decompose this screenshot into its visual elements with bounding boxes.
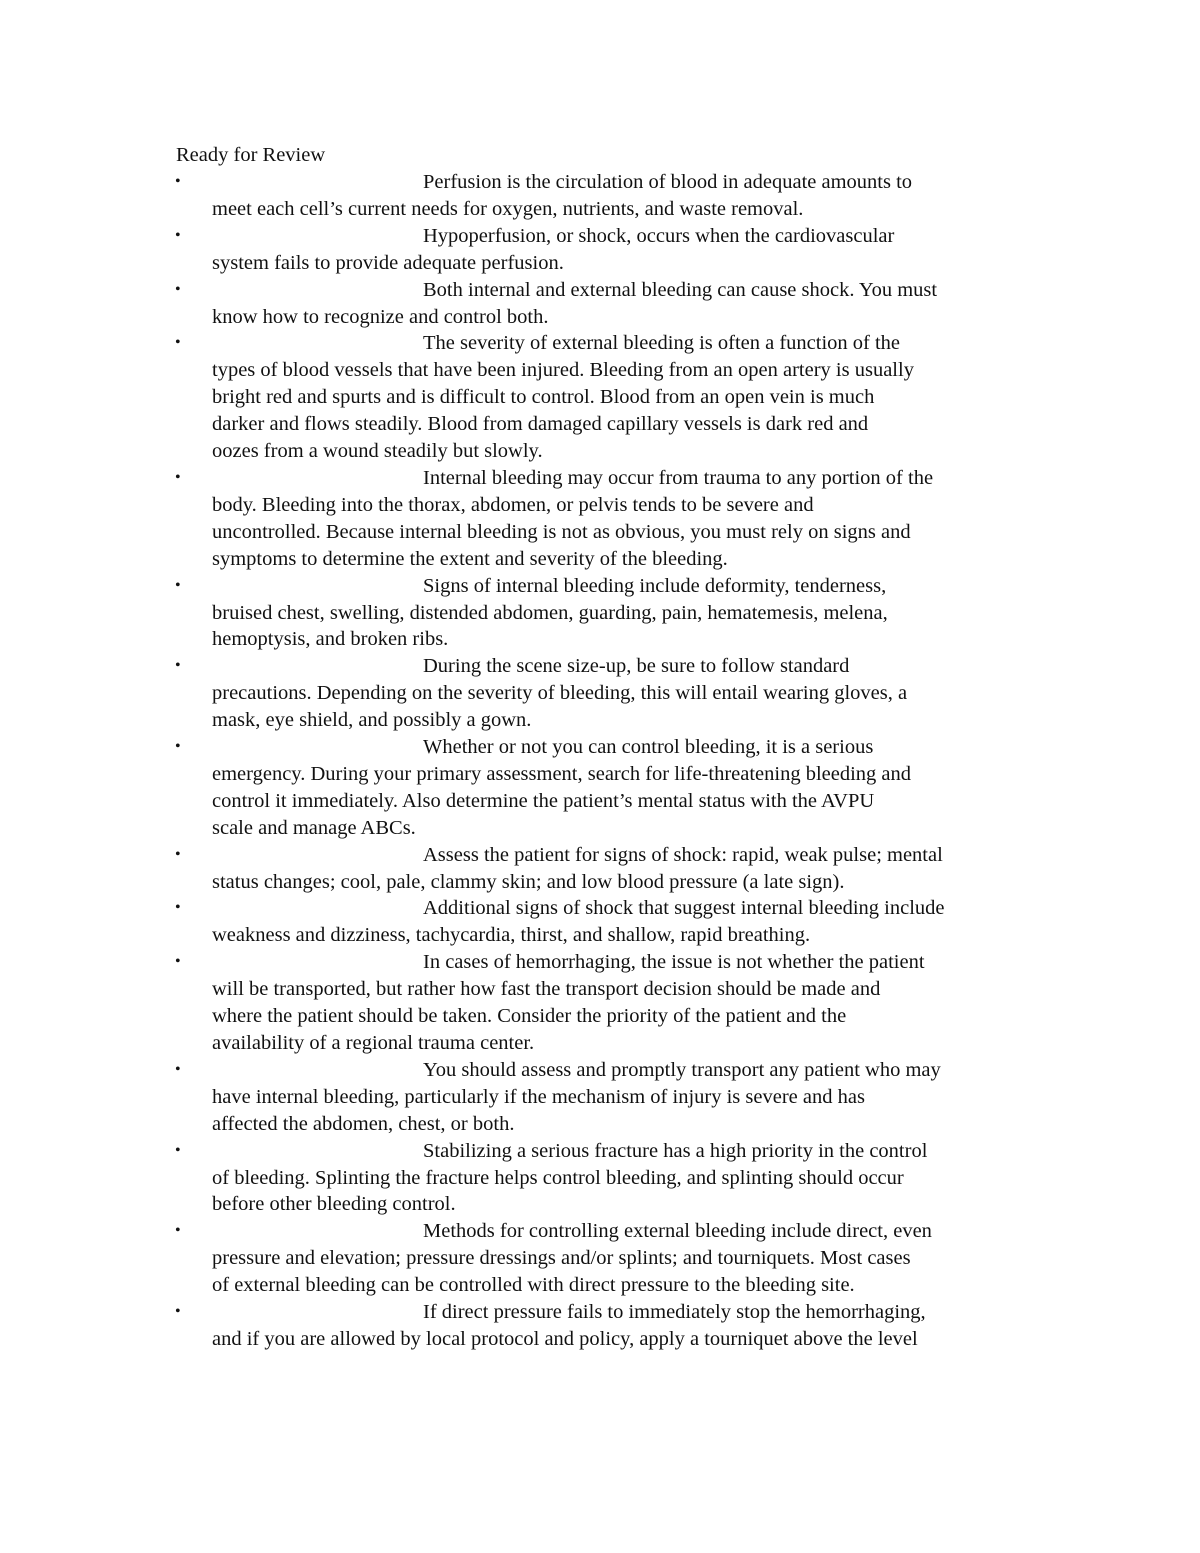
list-item-line: emergency. During your primary assessment, search for life-threatening bleeding and (212, 762, 912, 785)
list-item-line: system fails to provide adequate perfusion. (212, 251, 564, 274)
list-item-line: bruised chest, swelling, distended abdomen, guarding, pain, hematemesis, melena, (212, 601, 888, 624)
list-item-text: During the scene size-up, be sure to follow standard (423, 655, 850, 678)
list-item (0, 1299, 1026, 1353)
list-item-line (212, 223, 1026, 250)
bullet-icon: • (175, 173, 181, 190)
list-item-line: scale and manage ABCs. (212, 816, 416, 839)
list-item-line: symptoms to determine the extent and severity of the bleeding. (212, 547, 728, 570)
list-item (0, 842, 1026, 896)
list-item-line: will be transported, but rather how fast the transport decision should be made and (212, 978, 881, 1001)
list-item (0, 465, 1026, 573)
list-item-text: Both internal and external bleeding can cause shock. You must (423, 278, 938, 301)
list-item-line (212, 573, 1026, 600)
list-item-text: Stabilizing a serious fracture has a high priority in the control (423, 1139, 928, 1162)
list-item-line: precautions. Depending on the severity of bleeding, this will entail wearing gloves, a (212, 682, 908, 705)
list-item-line (212, 949, 1026, 976)
bullet-icon: • (175, 1222, 181, 1240)
list-item-line: and if you are allowed by local protocol and policy, apply a tourniquet above the level (212, 1327, 918, 1350)
list-item (0, 223, 1026, 277)
list-item-line: where the patient should be taken. Consider the priority of the patient and the (212, 1005, 847, 1028)
bullet-icon: • (175, 468, 181, 486)
list-item-text: Additional signs of shock that suggest internal bleeding include (423, 897, 945, 920)
bullet-icon: • (175, 334, 181, 352)
bullet-icon: • (175, 1141, 181, 1159)
bullet-icon: • (175, 738, 181, 756)
bullet-icon: • (175, 226, 181, 244)
bullet-list (0, 169, 1200, 1353)
list-item-line (212, 1138, 1026, 1165)
list-item (0, 949, 1026, 1057)
list-item-line: control it immediately. Also determine the patient’s mental status with the AVPU (212, 789, 875, 812)
bullet-icon: • (175, 280, 181, 298)
list-item-line (212, 465, 1026, 492)
list-item-line (212, 277, 1026, 304)
list-item-line (212, 330, 1026, 357)
list-item-line (212, 1218, 1026, 1245)
list-item-text: Internal bleeding may occur from trauma to any portion of the (423, 466, 934, 489)
list-item (0, 734, 1026, 842)
list-item-line: have internal bleeding, particularly if the mechanism of injury is severe and has (212, 1085, 865, 1108)
list-item-text: Methods for controlling external bleeding include direct, even (423, 1220, 932, 1243)
list-item-line: of bleeding. Splinting the fracture helps control bleeding, and splinting should occur (212, 1166, 904, 1189)
list-item-line (212, 895, 1026, 922)
list-item (0, 895, 1026, 949)
list-item-text: The severity of external bleeding is often a function of the (423, 332, 901, 355)
list-item-text: Assess the patient for signs of shock: rapid, weak pulse; mental (423, 843, 943, 866)
list-item-line: meet each cell’s current needs for oxygen, nutrients, and waste removal. (212, 197, 804, 220)
list-item-line: before other bleeding control. (212, 1193, 456, 1216)
list-item-line (212, 1057, 1026, 1084)
bullet-icon: • (175, 1060, 181, 1078)
list-item-text: You should assess and promptly transport any patient who may (423, 1058, 941, 1081)
bullet-icon: • (175, 657, 181, 675)
list-item-line: of external bleeding can be controlled with direct pressure to the bleeding site. (212, 1274, 855, 1297)
list-item-line: know how to recognize and control both. (212, 305, 549, 328)
list-item-line: mask, eye shield, and possibly a gown. (212, 709, 532, 732)
list-item-line: oozes from a wound steadily but slowly. (212, 440, 543, 463)
list-item-line (212, 1299, 1026, 1326)
list-item (0, 277, 1026, 331)
list-item-line: affected the abdomen, chest, or both. (212, 1112, 515, 1135)
list-item (0, 1138, 1026, 1219)
list-item-line (212, 653, 1026, 680)
list-item-line: status changes; cool, pale, clammy skin; and low blood pressure (a late sign). (212, 870, 845, 893)
list-item (0, 653, 1026, 734)
list-item (0, 330, 1026, 465)
bullet-icon: • (175, 845, 181, 863)
list-item-line (212, 169, 1026, 196)
list-item (0, 1218, 1026, 1299)
list-item (0, 1057, 1026, 1138)
list-item-line (212, 842, 1026, 869)
list-item-text: Whether or not you can control bleeding, it is a serious (423, 736, 874, 759)
list-item-line: pressure and elevation; pressure dressings and/or splints; and tourniquets. Most cases (212, 1247, 911, 1270)
list-item-line: bright red and spurts and is difficult to control. Blood from an open vein is much (212, 386, 875, 409)
list-item-text: Signs of internal bleeding include deformity, tenderness, (423, 574, 887, 597)
list-item-text: In cases of hemorrhaging, the issue is not whether the patient (423, 951, 925, 974)
bullet-icon: • (175, 899, 181, 917)
list-item-line: weakness and dizziness, tachycardia, thirst, and shallow, rapid breathing. (212, 924, 811, 947)
list-item-text: If direct pressure fails to immediately stop the hemorrhaging, (423, 1301, 926, 1324)
page-title: Ready for Review (176, 144, 326, 166)
list-item-line: darker and flows steadily. Blood from damaged capillary vessels is dark red and (212, 413, 869, 436)
list-item (0, 573, 1026, 654)
list-item-text: Hypoperfusion, or shock, occurs when the cardiovascular (423, 224, 895, 247)
bullet-icon: • (175, 576, 181, 594)
list-item-text: Perfusion is the circulation of blood in adequate amounts to (423, 171, 913, 193)
list-item (0, 169, 1026, 223)
list-item-line: body. Bleeding into the thorax, abdomen, or pelvis tends to be severe and (212, 493, 814, 516)
list-item-line: types of blood vessels that have been injured. Bleeding from an open artery is usually (212, 359, 914, 382)
bullet-icon: • (175, 953, 181, 971)
list-item-line (212, 734, 1026, 761)
list-item-line: availability of a regional trauma center. (212, 1032, 535, 1054)
bullet-icon: • (175, 1303, 181, 1321)
list-item-line: uncontrolled. Because internal bleeding is not as obvious, you must rely on signs and (212, 520, 911, 543)
list-item-line: hemoptysis, and broken ribs. (212, 628, 449, 651)
